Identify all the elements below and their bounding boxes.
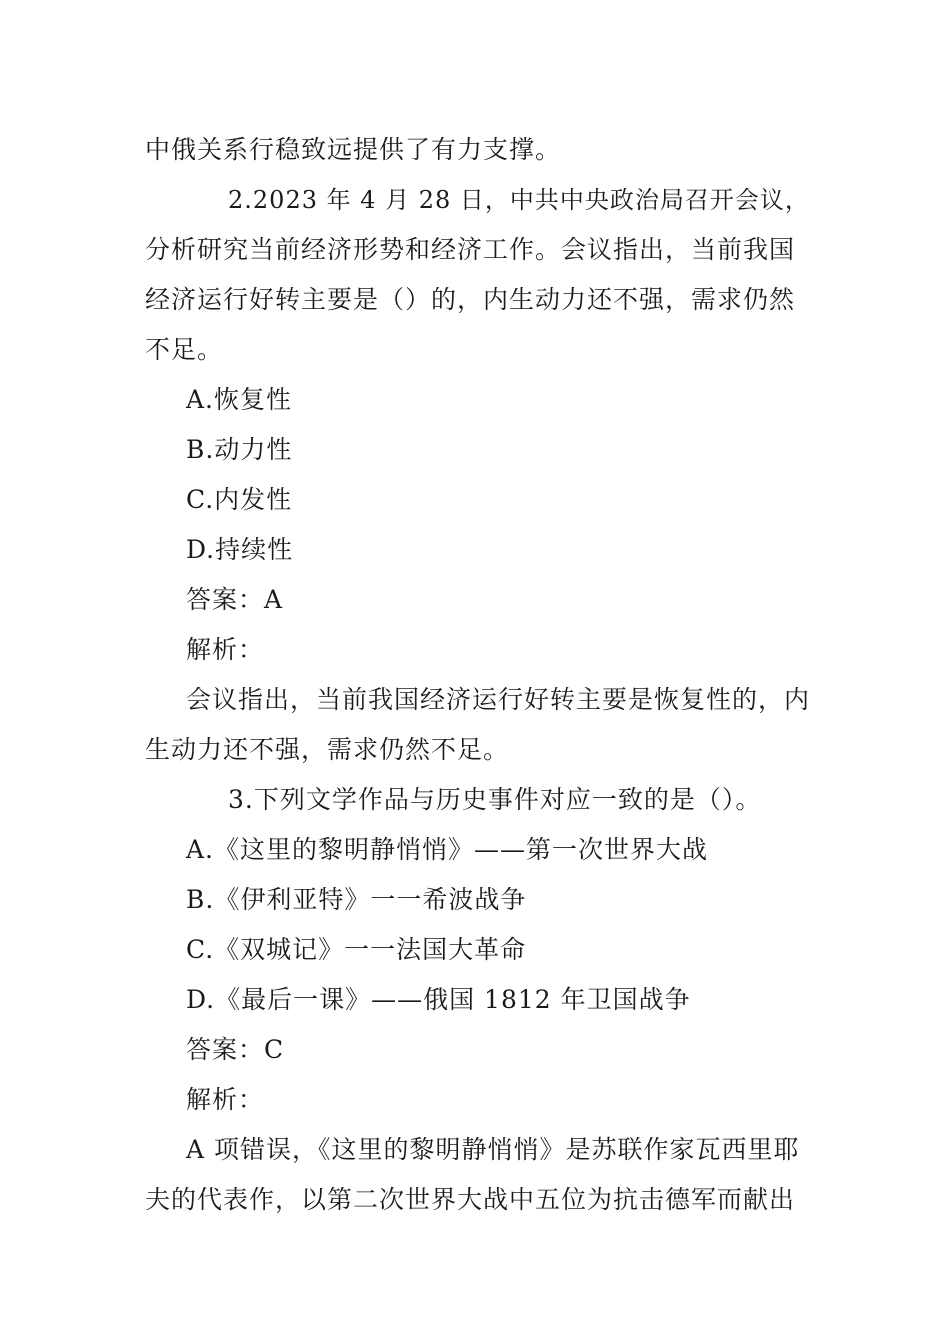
answer-line: 答案：C: [186, 1035, 285, 1064]
question-2-stem: 2.2023 年 4 月 28 日，中共中央政治局召开会议，: [228, 186, 810, 214]
text-line: 分析研究当前经济形势和经济工作。会议指出，当前我国: [145, 235, 796, 264]
option-b: B.《伊利亚特》一一希波战争: [186, 885, 527, 914]
option-a: A.《这里的黎明静悄悄》——第一次世界大战: [186, 835, 709, 864]
analysis-text: 夫的代表作，以第二次世界大战中五位为抗击德军而献出: [145, 1185, 796, 1214]
option-b: B.动力性: [186, 435, 293, 464]
answer-line: 答案：A: [186, 585, 284, 614]
question-3-stem: 3.下列文学作品与历史事件对应一致的是（）。: [228, 785, 762, 814]
option-a: A.恢复性: [186, 385, 293, 414]
analysis-text: 生动力还不强，需求仍然不足。: [145, 735, 510, 764]
analysis-text: 会议指出，当前我国经济运行好转主要是恢复性的，内: [186, 685, 811, 714]
analysis-text: A 项错误，《这里的黎明静悄悄》是苏联作家瓦西里耶: [186, 1135, 800, 1164]
analysis-label: 解析：: [186, 635, 265, 664]
text-line: 经济运行好转主要是（）的，内生动力还不强，需求仍然: [145, 285, 796, 314]
text-line: 不足。: [145, 335, 224, 364]
analysis-label: 解析：: [186, 1085, 265, 1114]
option-c: C.《双城记》一一法国大革命: [186, 935, 527, 964]
text-line: 中俄关系行稳致远提供了有力支撑。: [145, 135, 562, 164]
option-d: D.持续性: [186, 535, 294, 564]
option-d: D.《最后一课》——俄国 1812 年卫国战争: [186, 985, 691, 1014]
option-c: C.内发性: [186, 485, 293, 514]
